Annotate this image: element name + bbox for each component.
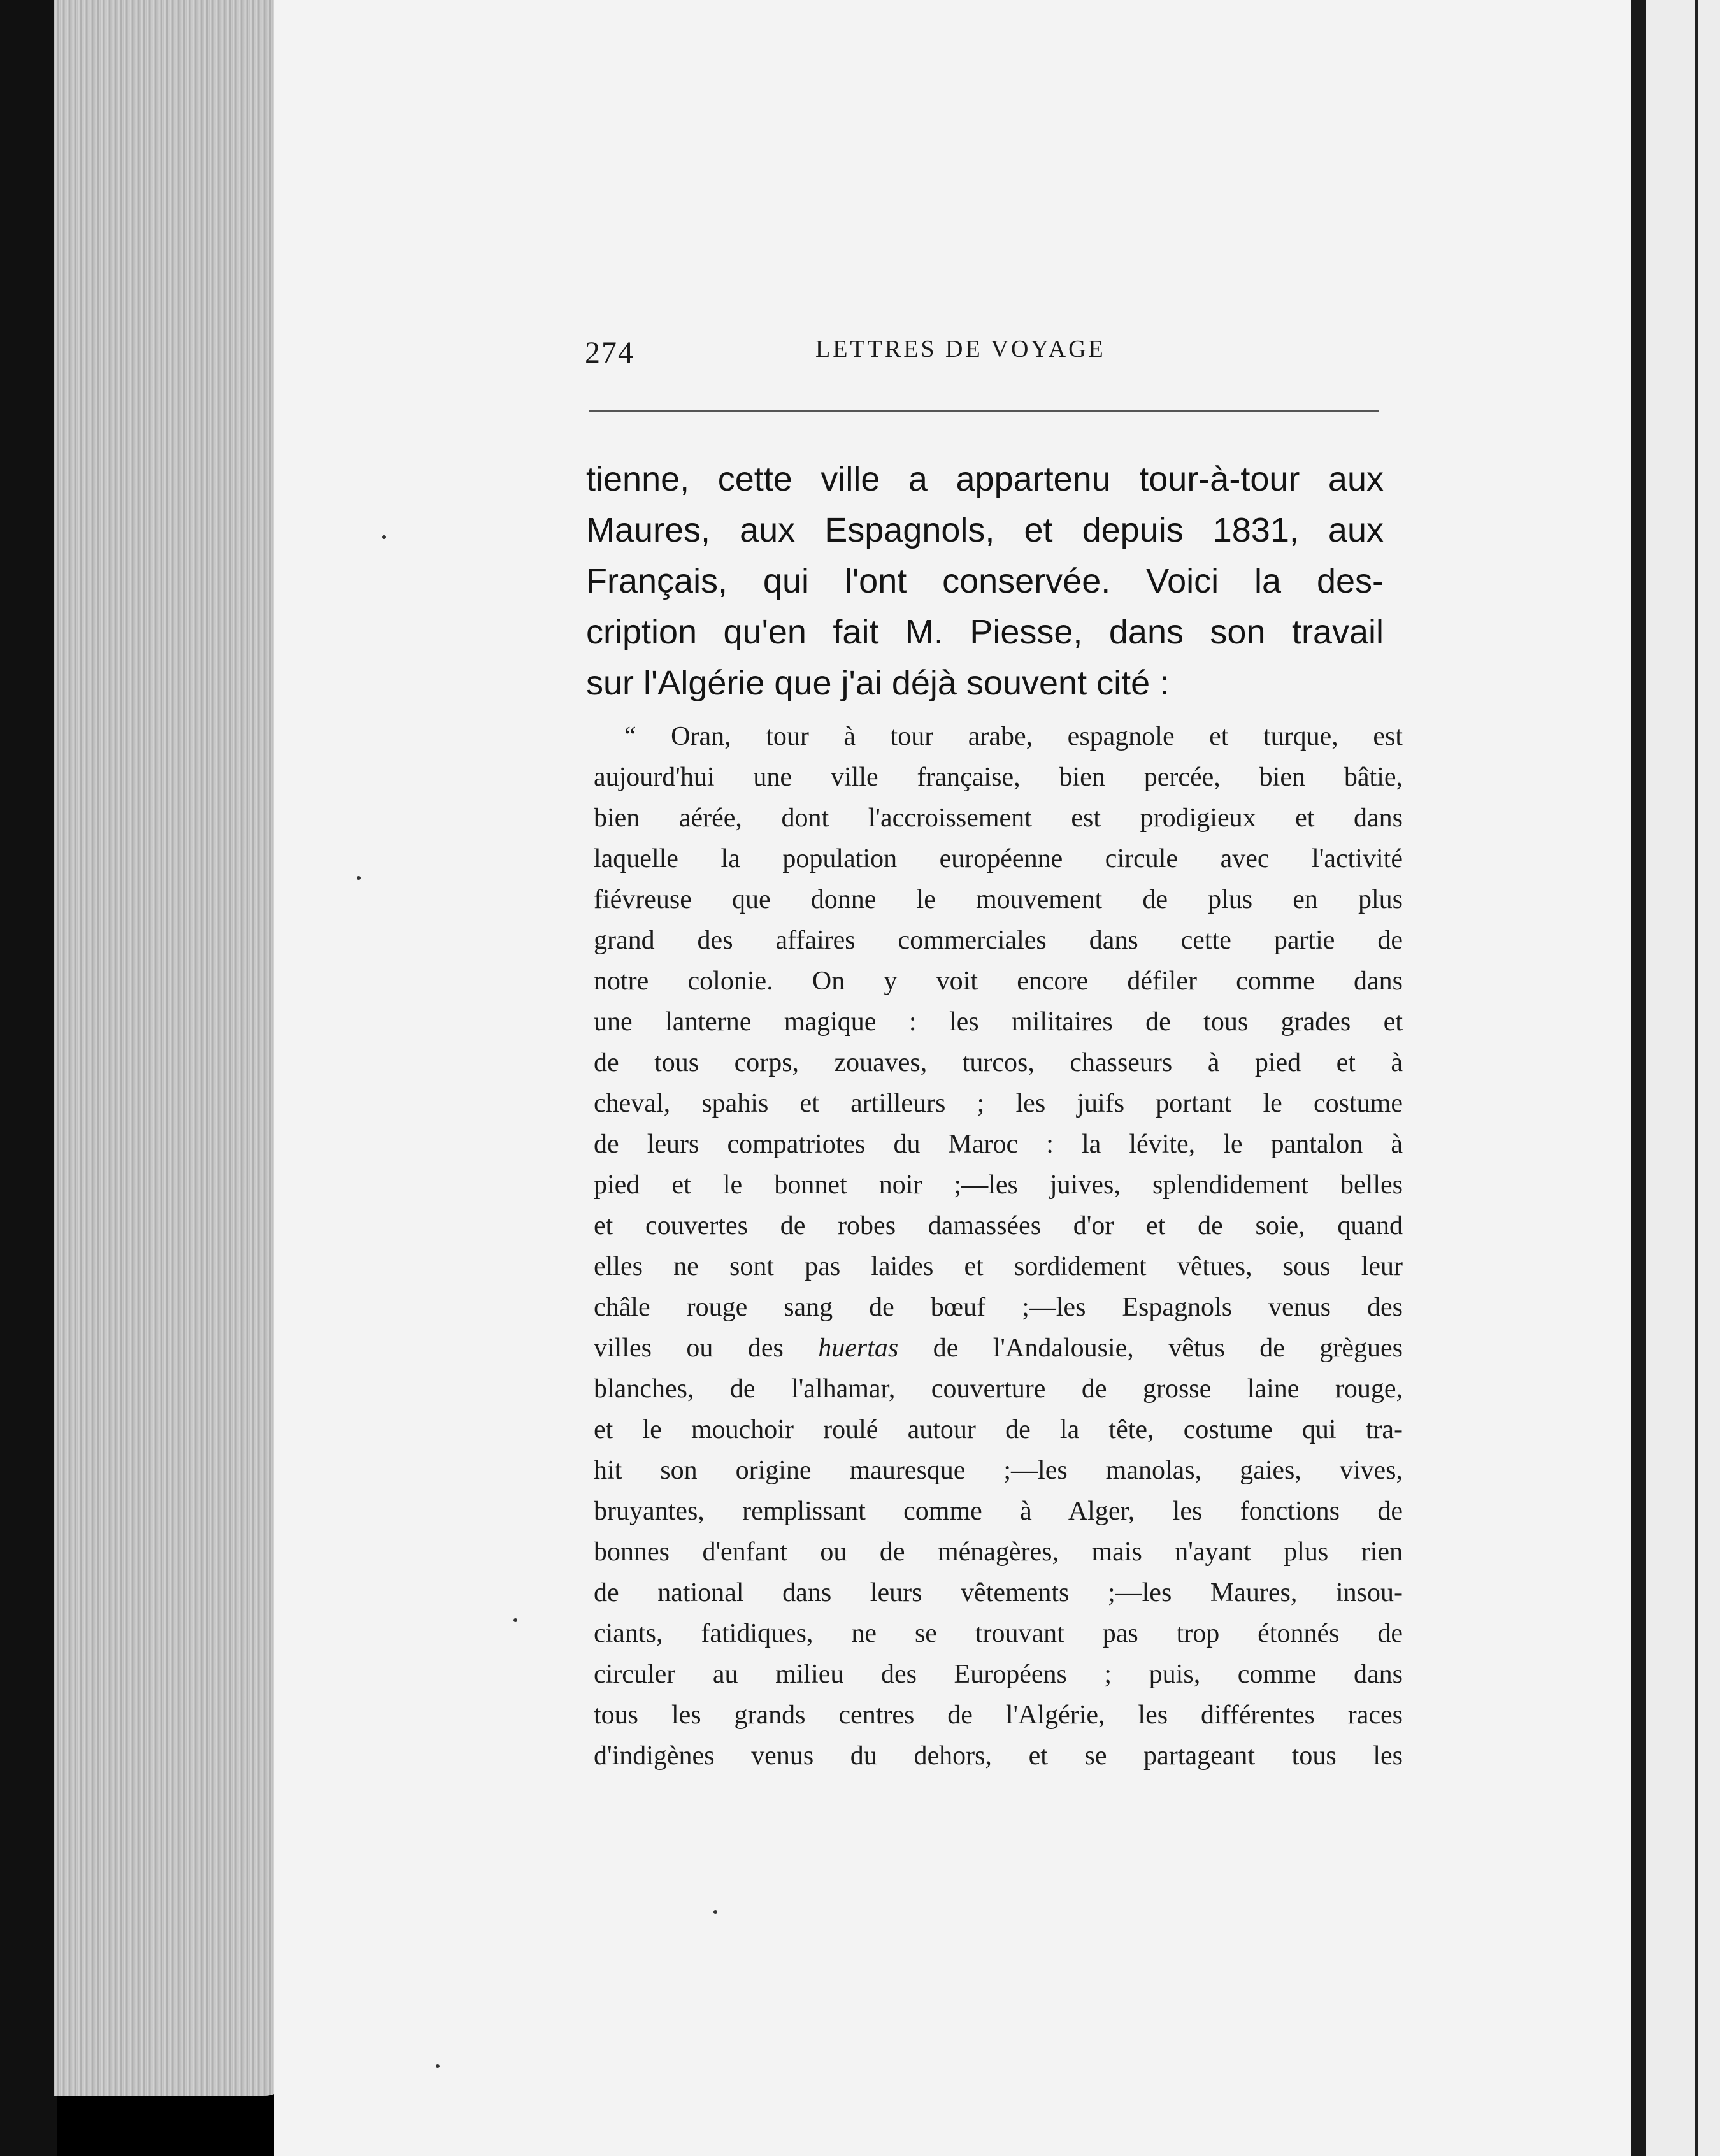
page-header (585, 331, 1381, 376)
text-line: Français, qui l'ont conservée. Voici la des- (586, 562, 1384, 600)
quotation-block (594, 716, 1403, 1776)
header-rule (589, 410, 1379, 412)
scan-left-edge (0, 0, 57, 2156)
quote-line: tous les grands centres de l'Algérie, les différentes races (594, 1700, 1403, 1730)
quote-line: blanches, de l'alhamar, couverture de grosse laine rouge, (594, 1374, 1403, 1404)
quote-line: et couvertes de robes damassées d'or et de soie, quand (594, 1211, 1403, 1240)
quote-line: cheval, spahis et artilleurs ; les juifs portant le costume (594, 1089, 1403, 1118)
quote-line: aujourd'hui une ville française, bien percée, bien bâtie, (594, 763, 1403, 792)
scan-right-edge (1631, 0, 1646, 2156)
quote-line: de tous corps, zouaves, turcos, chasseurs à pied et à (594, 1048, 1403, 1077)
quote-text: de l'Andalousie, vêtus de grègues (898, 1333, 1403, 1363)
scan-speck (382, 535, 386, 539)
quote-line: une lanterne magique : les militaires de tous grades et (594, 1007, 1403, 1037)
quote-line: ciants, fatidiques, ne se trouvant pas trop étonnés de (594, 1619, 1403, 1648)
text-line: Maures, aux Espagnols, et depuis 1831, aux (586, 511, 1384, 549)
scan-speck (513, 1618, 517, 1622)
text-line: tienne, cette ville a appartenu tour-à-tour aux (586, 460, 1384, 498)
page-stack-edge (54, 0, 290, 2096)
text-line: cription qu'en fait M. Piesse, dans son travail (586, 613, 1384, 651)
quote-line: bien aérée, dont l'accroissement est prodigieux et dans (594, 803, 1403, 833)
quote-line: laquelle la population européenne circule avec l'activité (594, 844, 1403, 873)
text-line: sur l'Algérie que j'ai déjà souvent cité : (586, 664, 1170, 702)
quote-line: et le mouchoir roulé autour de la tête, costume qui tra- (594, 1415, 1403, 1444)
quote-line: fiévreuse que donne le mouvement de plus en plus (594, 885, 1403, 914)
page-number: 274 (585, 336, 634, 370)
quote-line: de national dans leurs vêtements ;—les Maures, insou- (594, 1578, 1403, 1607)
quote-line: bonnes d'enfant ou de ménagères, mais n'ayant plus rien (594, 1537, 1403, 1567)
quote-line: hit son origine mauresque ;—les manolas, gaies, vives, (594, 1456, 1403, 1485)
scan-speck (713, 1910, 717, 1914)
quote-line: circuler au milieu des Européens ; puis, comme dans (594, 1660, 1403, 1689)
facing-page-line (1695, 0, 1698, 2156)
quote-line: pied et le bonnet noir ;—les juives, splendidement belles (594, 1170, 1403, 1200)
main-paragraph (586, 454, 1384, 708)
facing-page-strip (1646, 0, 1720, 2156)
quote-line (594, 1328, 1403, 1369)
quote-line: d'indigènes venus du dehors, et se partageant tous les (594, 1741, 1403, 1771)
quote-line: châle rouge sang de bœuf ;—les Espagnols venus des (594, 1293, 1403, 1322)
running-title: LETTRES DE VOYAGE (815, 336, 1106, 363)
scan-speck (357, 876, 361, 880)
italic-word: huertas (818, 1333, 899, 1363)
quote-line: elles ne sont pas laides et sordidement vêtues, sous leur (594, 1252, 1403, 1281)
quote-line: “ Oran, tour à tour arabe, espagnole et turque, est (624, 722, 1403, 751)
quote-line: bruyantes, remplissant comme à Alger, les fonctions de (594, 1497, 1403, 1526)
quote-text: villes ou des (594, 1333, 819, 1363)
scan-speck (436, 2064, 440, 2068)
quote-line: de leurs compatriotes du Maroc : la lévite, le pantalon à (594, 1130, 1403, 1159)
quote-line: notre colonie. On y voit encore défiler comme dans (594, 967, 1403, 996)
quote-line: grand des affaires commerciales dans cette partie de (594, 926, 1403, 955)
